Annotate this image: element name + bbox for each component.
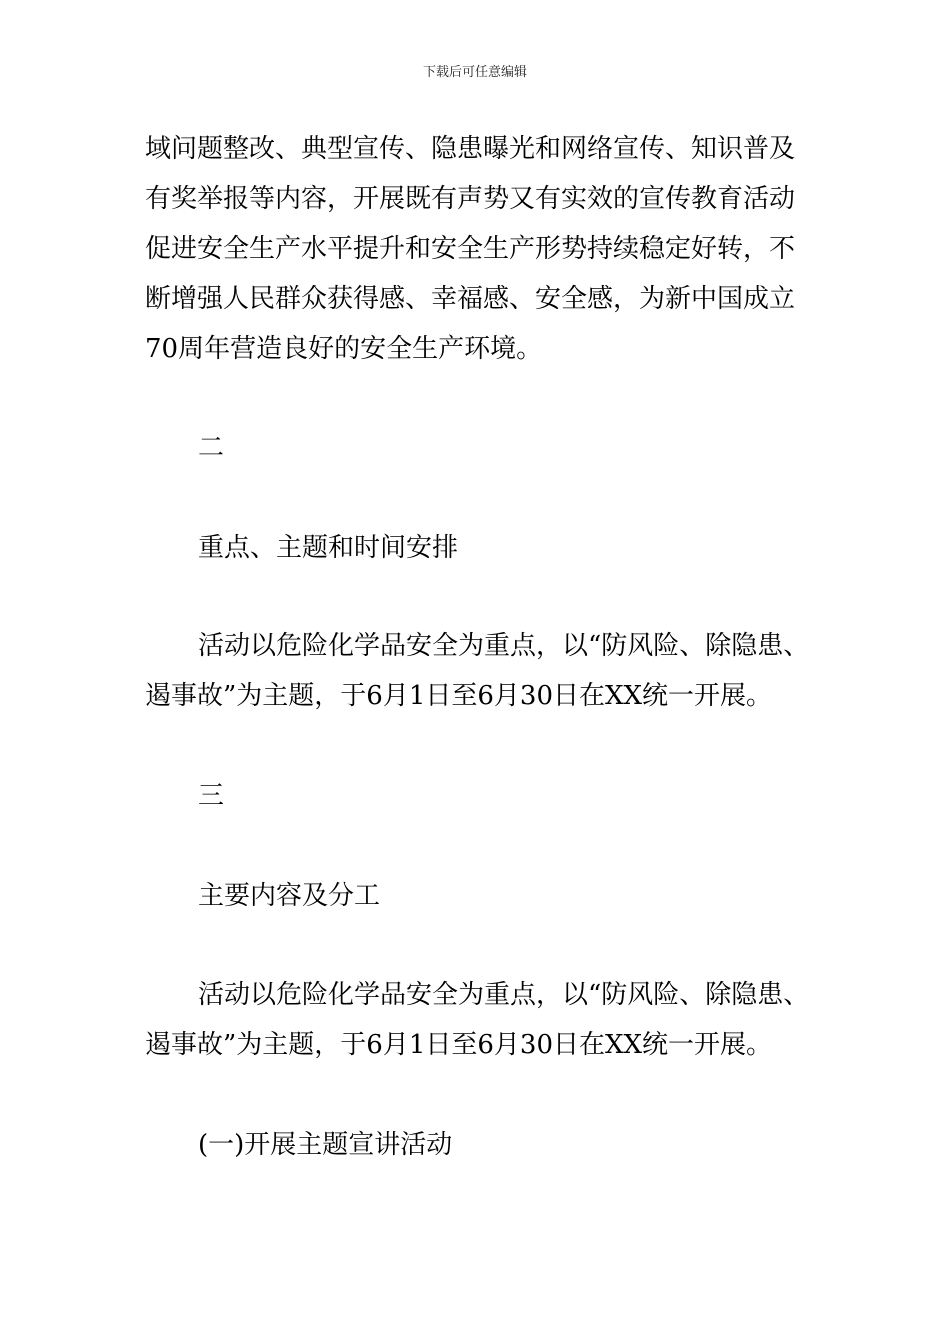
paragraph-line: 活动以危险化学品安全为重点，以“防风险、除隐患、 <box>198 631 810 661</box>
paragraph-line: 断增强人民群众获得感、幸福感、安全感，为新中国成立 <box>145 284 796 314</box>
paragraph-line: 遏事故”为主题，于6月1日至6月30日在XX统一开展。 <box>145 1030 773 1060</box>
section-two-number <box>145 423 878 473</box>
paragraph-line: 遏事故”为主题，于6月1日至6月30日在XX统一开展。 <box>145 681 773 711</box>
paragraph-line: 促进安全生产水平提升和安全生产形势持续稳定好转，不 <box>145 234 796 264</box>
section-three-paragraph <box>145 970 825 1070</box>
section-heading: 主要内容及分工 <box>198 881 381 911</box>
section-two-paragraph <box>145 621 825 721</box>
section-three-number <box>145 771 878 821</box>
section-three-heading <box>145 871 878 921</box>
paragraph-line: 活动以危险化学品安全为重点，以“防风险、除隐患、 <box>198 980 810 1010</box>
section-number: 二 <box>198 433 225 463</box>
paragraph-line: 70周年营造良好的安全生产环境。 <box>145 334 543 364</box>
intro-paragraph <box>145 124 825 374</box>
section-number: 三 <box>198 781 225 811</box>
paragraph-line: 有奖举报等内容，开展既有声势又有实效的宣传教育活动 <box>145 184 796 214</box>
subsection-heading: (一)开展主题宣讲活动 <box>198 1130 453 1160</box>
section-two-heading <box>145 523 878 573</box>
paragraph-line: 域问题整改、典型宣传、隐患曝光和网络宣传、知识普及 <box>145 134 796 164</box>
section-heading: 重点、主题和时间安排 <box>198 533 459 563</box>
page-header: 下载后可任意编辑 <box>422 65 527 80</box>
section-three-subheading <box>145 1120 878 1170</box>
